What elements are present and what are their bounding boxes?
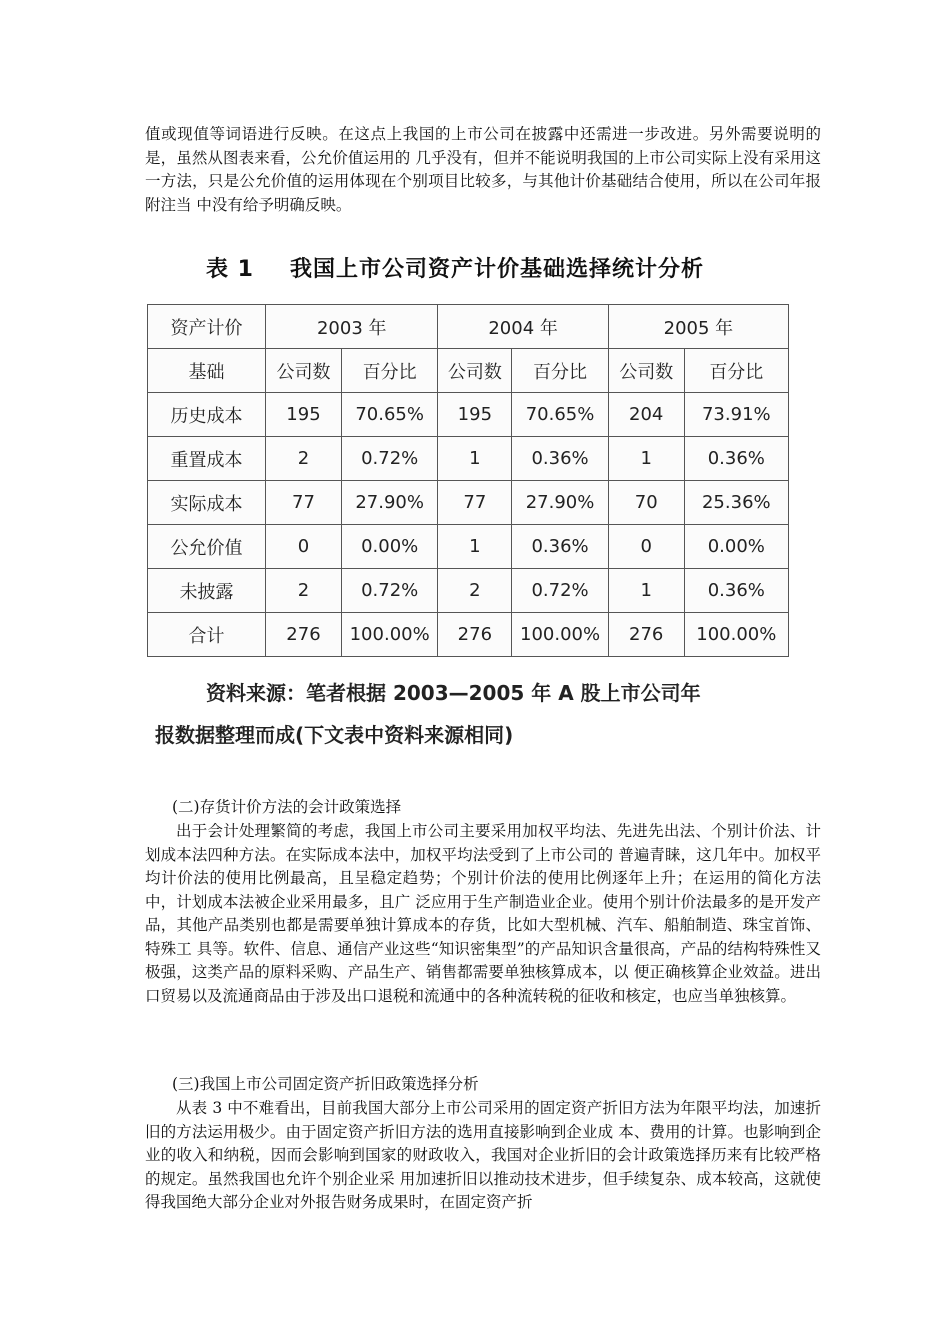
intro-paragraph: 值或现值等词语进行反映。在这点上我国的上市公司在披露中还需进一步改进。另外需要说明的是，虽然从图表来看，公允价值运用的 几乎没有，但并不能说明我国的上市公司实际上没有采用这一方法，只是公允价值的运用体现在个别项目比较多，与其他计价基础结合使用，所以在公司年报附注当 中没有给予明确反映。 (145, 125, 821, 214)
table-cell: 25.36% (684, 481, 788, 525)
table-cell: 27.90% (341, 481, 438, 525)
row-label: 历史成本 (148, 393, 266, 437)
table-cell: 0.00% (341, 525, 438, 569)
table-row (148, 437, 789, 481)
header-basis-label: 基础 (148, 349, 266, 393)
table-number: 表 1 (206, 257, 254, 282)
sub-header: 百分比 (684, 349, 788, 393)
table-cell: 0.36% (684, 437, 788, 481)
table-row (148, 393, 789, 437)
table-cell: 77 (266, 481, 342, 525)
asset-valuation-table (147, 304, 789, 657)
table-cell: 70 (608, 481, 684, 525)
sub-header: 百分比 (512, 349, 609, 393)
table-cell: 0 (608, 525, 684, 569)
table-cell: 276 (608, 613, 684, 657)
table-source-line-1: 资料来源：笔者根据 2003—2005 年 A 股上市公司年 (206, 681, 701, 705)
table-cell: 0 (266, 525, 342, 569)
section-heading-inventory: (二)存货计价方法的会计政策选择 (172, 798, 402, 816)
table-cell: 2 (266, 437, 342, 481)
table-row (148, 569, 789, 613)
row-label: 实际成本 (148, 481, 266, 525)
table-cell: 195 (266, 393, 342, 437)
sub-header: 百分比 (341, 349, 438, 393)
table-row (148, 481, 789, 525)
table-cell: 2 (266, 569, 342, 613)
table-cell: 204 (608, 393, 684, 437)
table-cell: 70.65% (341, 393, 438, 437)
row-label: 公允价值 (148, 525, 266, 569)
year-header: 2004 年 (438, 305, 608, 349)
row-label: 合计 (148, 613, 266, 657)
row-label: 未披露 (148, 569, 266, 613)
table-cell: 276 (266, 613, 342, 657)
table-row (148, 613, 789, 657)
table-cell: 0.72% (341, 437, 438, 481)
table-cell: 1 (608, 437, 684, 481)
table-cell: 100.00% (512, 613, 609, 657)
table-cell: 195 (438, 393, 512, 437)
table-cell: 1 (438, 525, 512, 569)
table-cell: 276 (438, 613, 512, 657)
row-label: 重置成本 (148, 437, 266, 481)
table-cell: 100.00% (684, 613, 788, 657)
table-cell: 1 (438, 437, 512, 481)
sub-header: 公司数 (266, 349, 342, 393)
table-cell: 2 (438, 569, 512, 613)
table-cell: 100.00% (341, 613, 438, 657)
section-body-inventory: 出于会计处理繁简的考虑，我国上市公司主要采用加权平均法、先进先出法、个别计价法、计划成本法四种方法。在实际成本法中，加权平均法受到了上市公司的 普遍青睐，这几年中。加权平均计价法的使用比例最高，且呈稳定趋势；个别计价法的使用比例逐年上升；在运用的简化方法中，计划成本法被企业采用最多，且广 泛应用于生产制造业企业。使用个别计价法最多的是开发产品，其他产品类别也都是需要单独计算成本的存货，比如大型机械、汽车、船舶制造、珠宝首饰、特殊工 具等。软件、信息、通信产业这些“知识密集型”的产品知识含量很高，产品的结构特殊性又极强，这类产品的原料采购、产品生产、销售都需要单独核算成本，以 便正确核算企业效益。进出口贸易以及流通商品由于涉及出口退税和流通中的各种流转税的征收和核定，也应当单独核算。 (145, 822, 821, 1005)
sub-header: 公司数 (608, 349, 684, 393)
table-cell: 1 (608, 569, 684, 613)
table-header-row-sub (148, 349, 789, 393)
table-source-line-2: 报数据整理而成(下文表中资料来源相同) (155, 723, 514, 747)
section-body-depreciation: 从表 3 中不难看出，目前我国大部分上市公司采用的固定资产折旧方法为年限平均法，加速折旧的方法运用极少。由于固定资产折旧方法的选用直接影响到企业成 本、费用的计算。也影响到企业的收入和纳税，因而会影响到国家的财政收入，我国对企业折旧的会计政策选择历来有比较严格的规定。虽然我国也允许个别企业采 用加速折旧以推动技术进步，但手续复杂、成本较高，这就使得我国绝大部分企业对外报告财务成果时，在固定资产折 (145, 1099, 821, 1211)
table-cell: 0.72% (512, 569, 609, 613)
table-cell: 70.65% (512, 393, 609, 437)
table-row (148, 525, 789, 569)
table-cell: 73.91% (684, 393, 788, 437)
table-cell: 0.36% (512, 525, 609, 569)
table-cell: 0.00% (684, 525, 788, 569)
table-cell: 27.90% (512, 481, 609, 525)
table-title (206, 252, 704, 283)
table-title-text: 我国上市公司资产计价基础选择统计分析 (289, 257, 704, 282)
table-cell: 0.36% (512, 437, 609, 481)
sub-header: 公司数 (438, 349, 512, 393)
table-cell: 0.36% (684, 569, 788, 613)
header-asset-label: 资产计价 (148, 305, 266, 349)
table-cell: 0.72% (341, 569, 438, 613)
table-header-row-years (148, 305, 789, 349)
section-heading-depreciation: (三)我国上市公司固定资产折旧政策选择分析 (172, 1075, 479, 1093)
year-header: 2005 年 (608, 305, 788, 349)
table-cell: 77 (438, 481, 512, 525)
year-header: 2003 年 (266, 305, 438, 349)
